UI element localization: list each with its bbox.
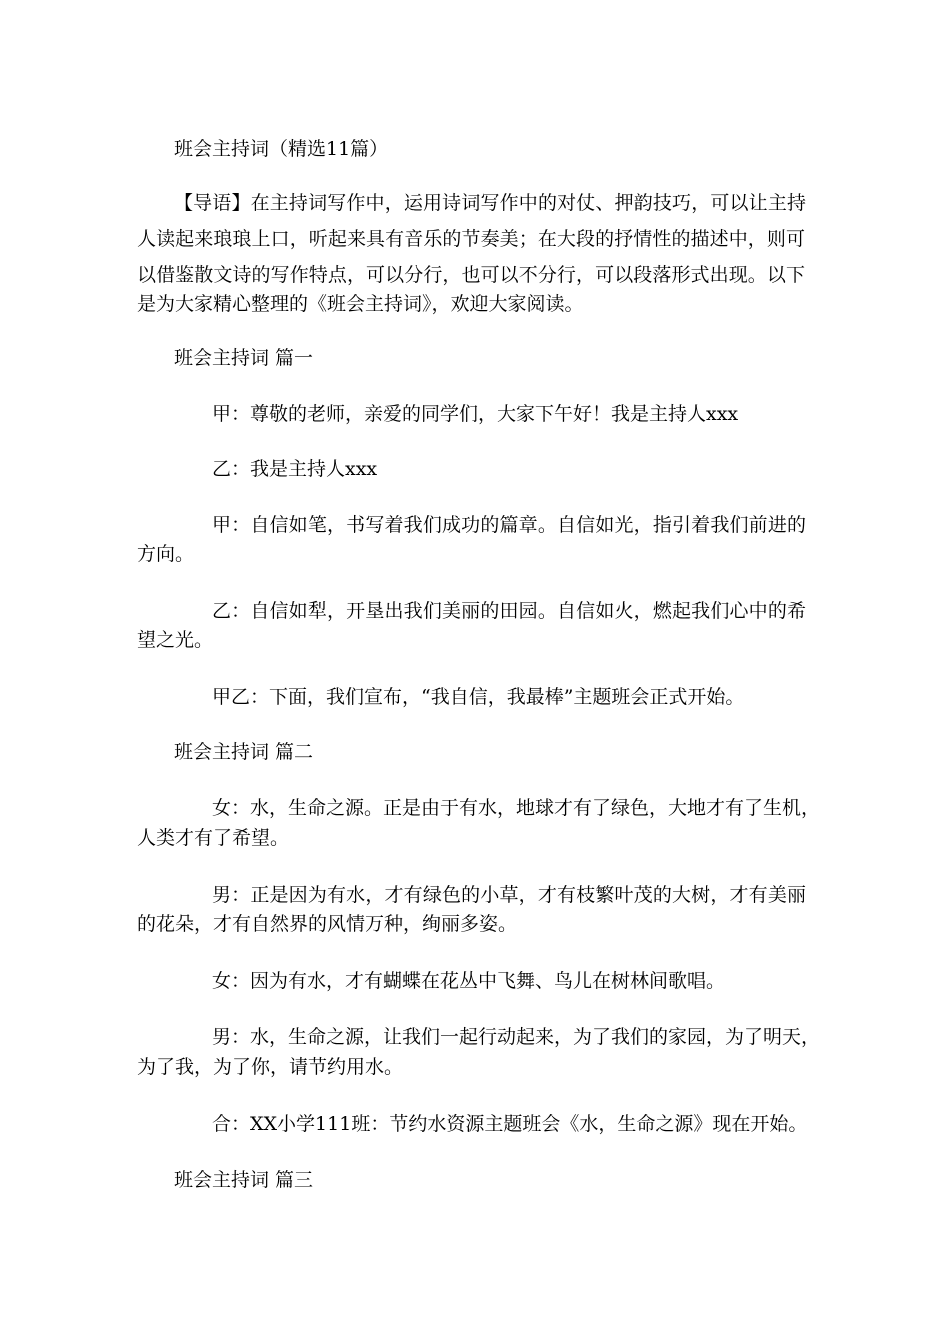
dialogue-line: 人类才有了希望。 (137, 827, 290, 849)
dialogue-line: 女：水，生命之源。正是由于有水，地球才有了绿色，大地才有了生机， (212, 797, 821, 819)
section-heading: 班会主持词 篇三 (174, 1169, 314, 1191)
dialogue-line: 男：水，生命之源，让我们一起行动起来，为了我们的家园，为了明天， (212, 1026, 821, 1048)
dialogue-line: 甲乙：下面，我们宣布，“我自信，我最棒”主题班会正式开始。 (212, 686, 745, 708)
section-heading: 班会主持词 篇一 (174, 347, 314, 369)
dialogue-line: 甲：尊敬的老师，亲爱的同学们，大家下午好！我是主持人xxx (212, 403, 739, 425)
dialogue-line: 乙：我是主持人xxx (212, 458, 378, 480)
intro-line: 以借鉴散文诗的写作特点，可以分行，也可以不分行，可以段落形式出现。以下 (137, 264, 805, 286)
dialogue-line: 方向。 (137, 543, 195, 565)
intro-line: 是为大家精心整理的《班会主持词》，欢迎大家阅读。 (137, 293, 584, 315)
intro-line: 【导语】在主持词写作中，运用诗词写作中的对仗、押韵技巧，可以让主持 (174, 192, 806, 214)
dialogue-line: 的花朵，才有自然界的风情万种，绚丽多姿。 (137, 913, 518, 935)
dialogue-line: 望之光。 (137, 629, 214, 651)
dialogue-line: 合：XX小学111班：节约水资源主题班会《水，生命之源》现在开始。 (212, 1113, 808, 1135)
dialogue-line: 为了我，为了你，请节约用水。 (137, 1056, 404, 1078)
section-heading: 班会主持词 篇二 (174, 741, 314, 763)
intro-line: 人读起来琅琅上口，听起来具有音乐的节奏美；在大段的抒情性的描述中，则可 (137, 228, 805, 250)
document-title: 班会主持词（精选11篇） (174, 138, 389, 160)
dialogue-line: 男：正是因为有水，才有绿色的小草，才有枝繁叶茂的大树，才有美丽 (212, 884, 806, 906)
dialogue-line: 女：因为有水，才有蝴蝶在花丛中飞舞、鸟儿在树林间歌唱。 (212, 970, 726, 992)
dialogue-line: 乙：自信如犁，开垦出我们美丽的田园。自信如火，燃起我们心中的希 (212, 600, 806, 622)
dialogue-line: 甲：自信如笔，书写着我们成功的篇章。自信如光，指引着我们前进的 (212, 514, 806, 536)
